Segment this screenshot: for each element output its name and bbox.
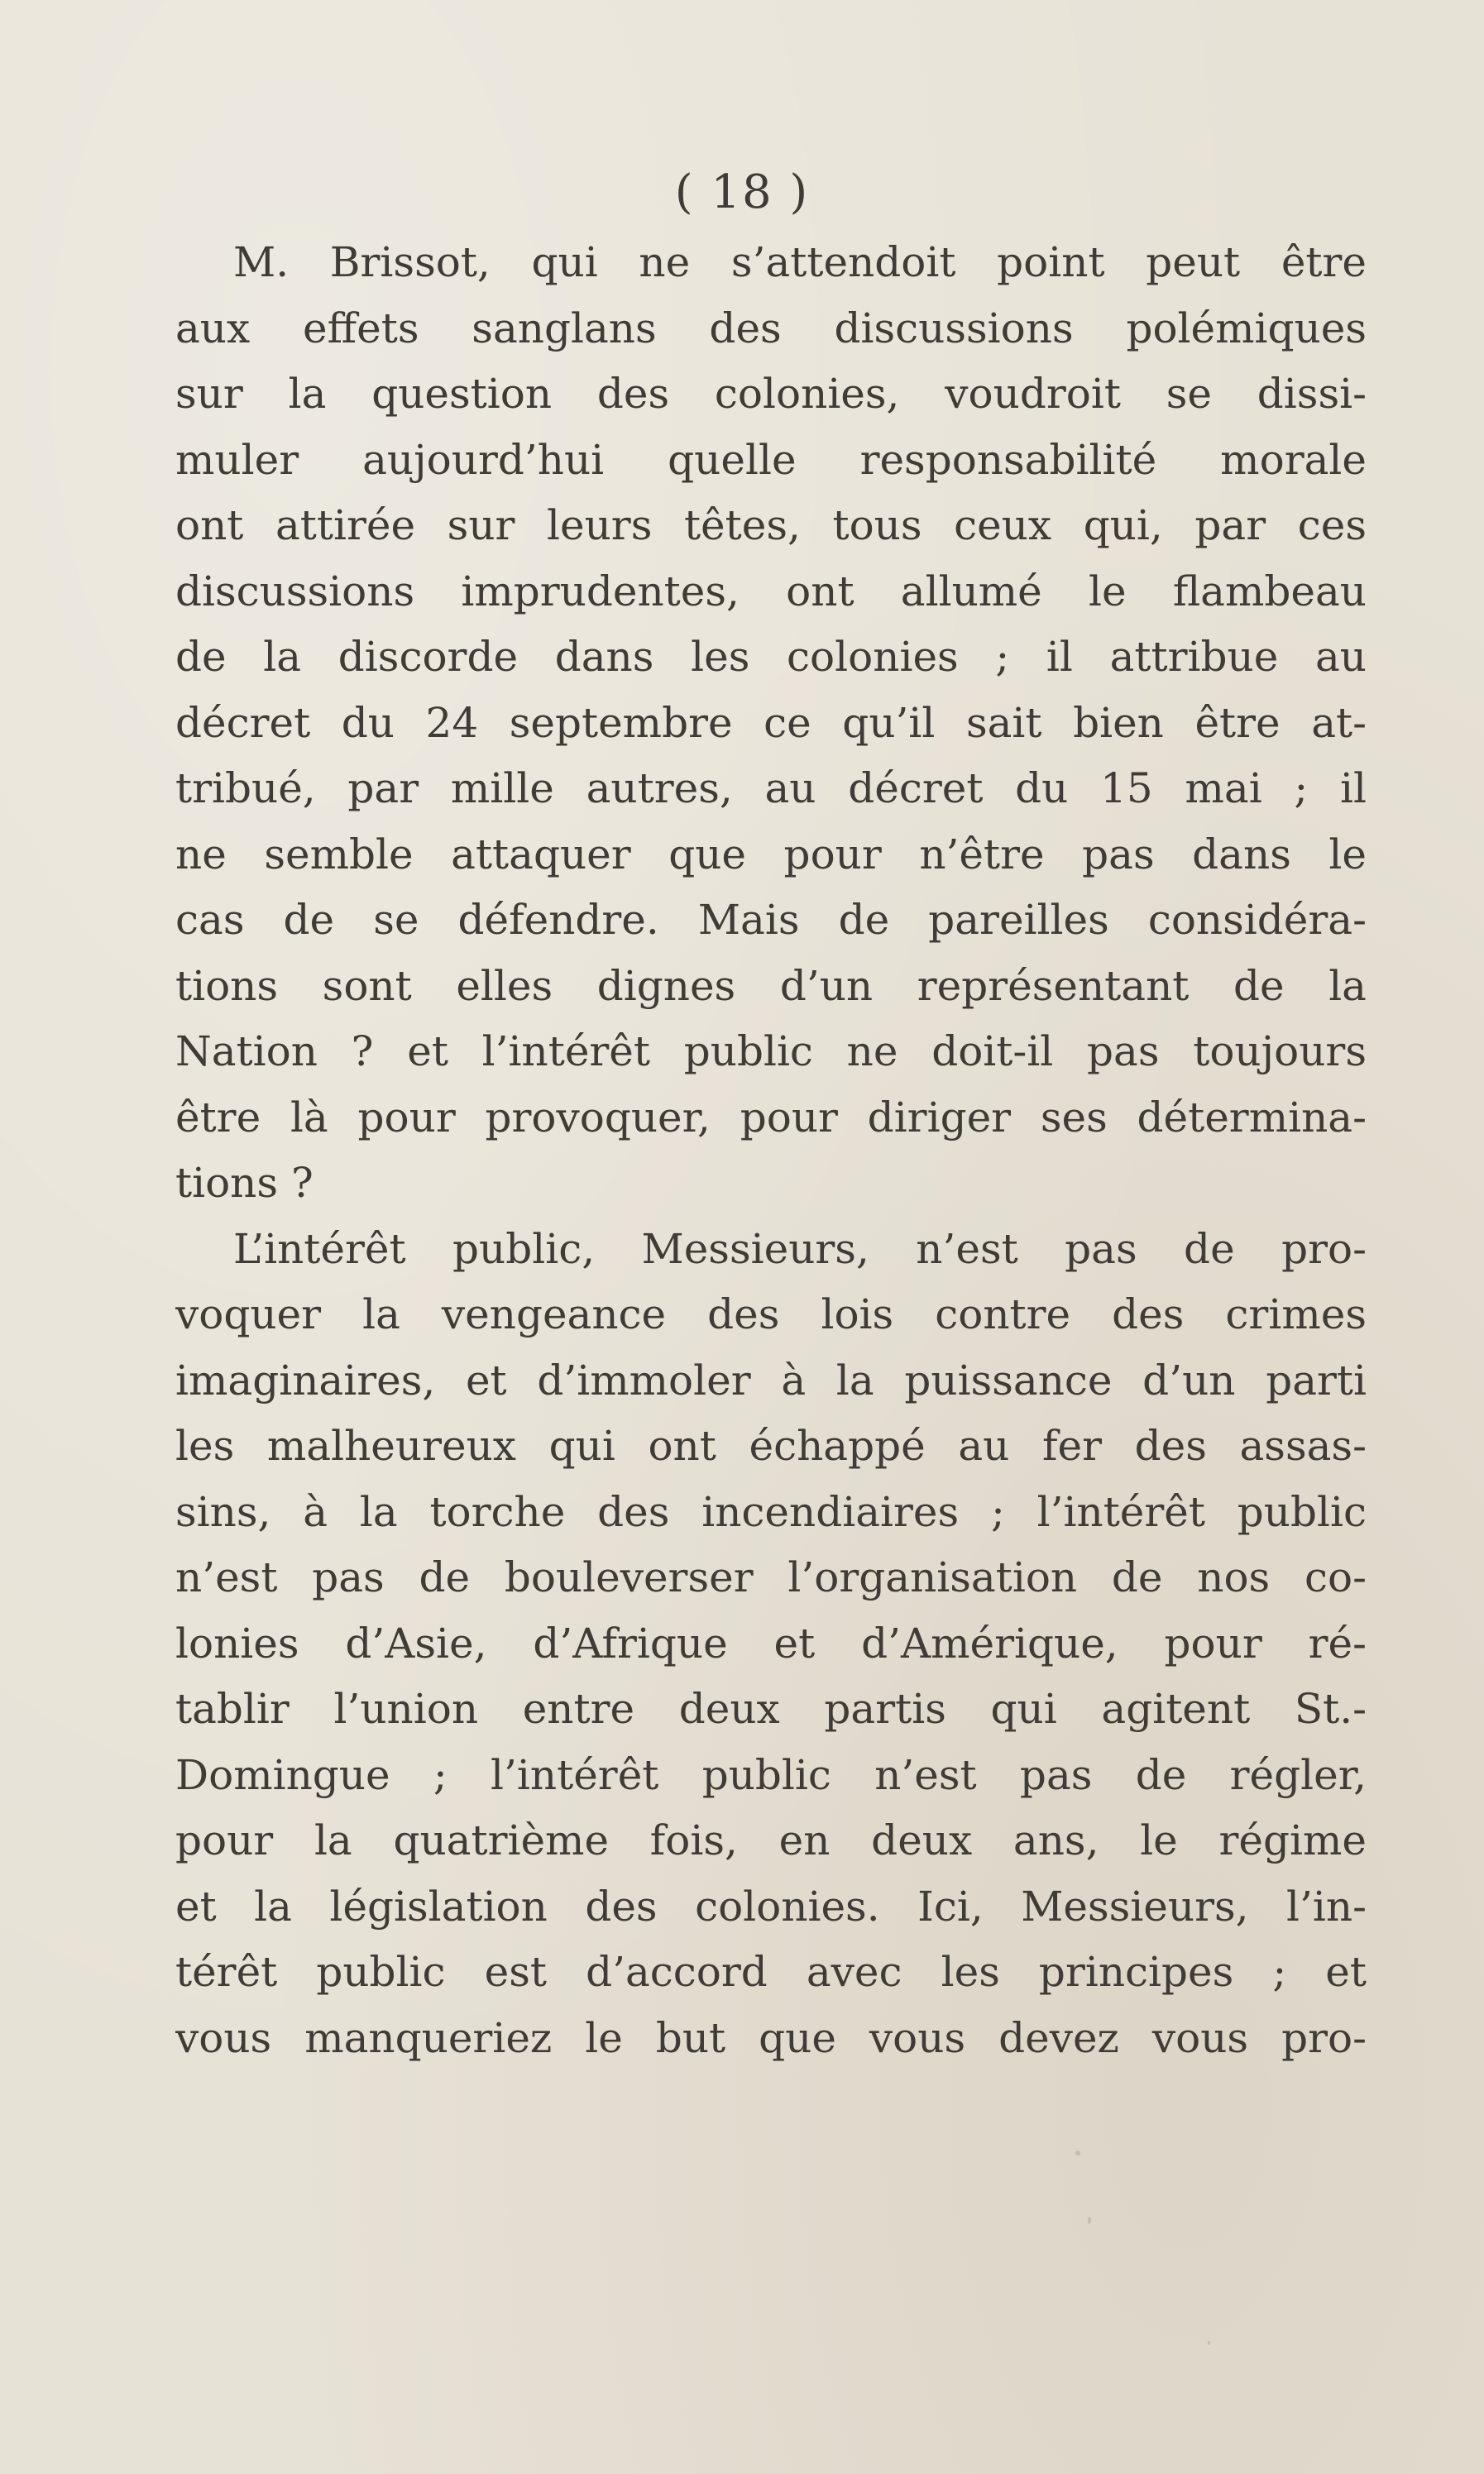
text-line: pour la quatrième fois, en deux ans, le régime [175,1816,1367,1864]
text-line: de la discorde dans les colonies ; il attribue au [175,633,1367,681]
text-line: L’intérêt public, Messieurs, n’est pas de pro- [233,1224,1367,1273]
text-line: décret du 24 septembre ce qu’il sait bien être at- [175,698,1367,747]
text-line: tions ? [175,1159,314,1207]
text-line: aux effets sanglans des discussions polémiques [175,304,1367,352]
text-line: et la législation des colonies. Ici, Messieurs, l’in- [175,1882,1367,1931]
paper-speck [1088,2217,1091,2224]
text-line: lonies d’Asie, d’Afrique et d’Amérique, pour ré- [175,1619,1367,1668]
text-line: sins, à la torche des incendiaires ; l’intérêt public [175,1487,1367,1536]
text-line: voquer la vengeance des lois contre des crimes [175,1290,1367,1338]
paragraph-2 [175,1217,1367,2072]
text-line: ne semble attaquer que pour n’être pas dans le [175,830,1367,878]
text-line: être là pour provoquer, pour diriger ses détermina- [175,1093,1367,1141]
text-line: Nation ? et l’intérêt public ne doit-il pas toujours [175,1027,1367,1075]
text-line: n’est pas de bouleverser l’organisation de nos co- [175,1553,1367,1601]
text-line: tions sont elles dignes d’un représentant de la [175,961,1367,1010]
text-line: muler aujourd’hui quelle responsabilité morale [175,435,1367,484]
paragraph-1 [175,230,1367,1217]
text-line: les malheureux qui ont échappé au fer des assas- [175,1422,1367,1470]
text-line: tablir l’union entre deux partis qui agitent St.- [175,1685,1367,1733]
body-text [175,230,1367,2071]
text-line: cas de se défendre. Mais de pareilles considéra- [175,896,1367,944]
text-line: imaginaires, et d’immoler à la puissance d’un parti [175,1356,1367,1404]
text-line: tribué, par mille autres, au décret du 15 mai ; il [175,764,1367,812]
text-line: vous manqueriez le but que vous devez vous pro- [175,2013,1367,2062]
page-number: ( 18 ) [674,165,810,219]
text-line: M. Brissot, qui ne s’attendoit point peut être [233,238,1367,286]
paper-speck [1208,2341,1210,2345]
text-line: ont attirée sur leurs têtes, tous ceux qui, par ces [175,501,1367,549]
text-line: discussions imprudentes, ont allumé le flambeau [175,567,1367,615]
text-line: Domingue ; l’intérêt public n’est pas de régler, [175,1750,1367,1799]
text-line: sur la question des colonies, voudroit se dissi- [175,370,1367,418]
text-line: térêt public est d’accord avec les principes ; et [175,1948,1367,1996]
paper-speck [1075,2151,1080,2156]
